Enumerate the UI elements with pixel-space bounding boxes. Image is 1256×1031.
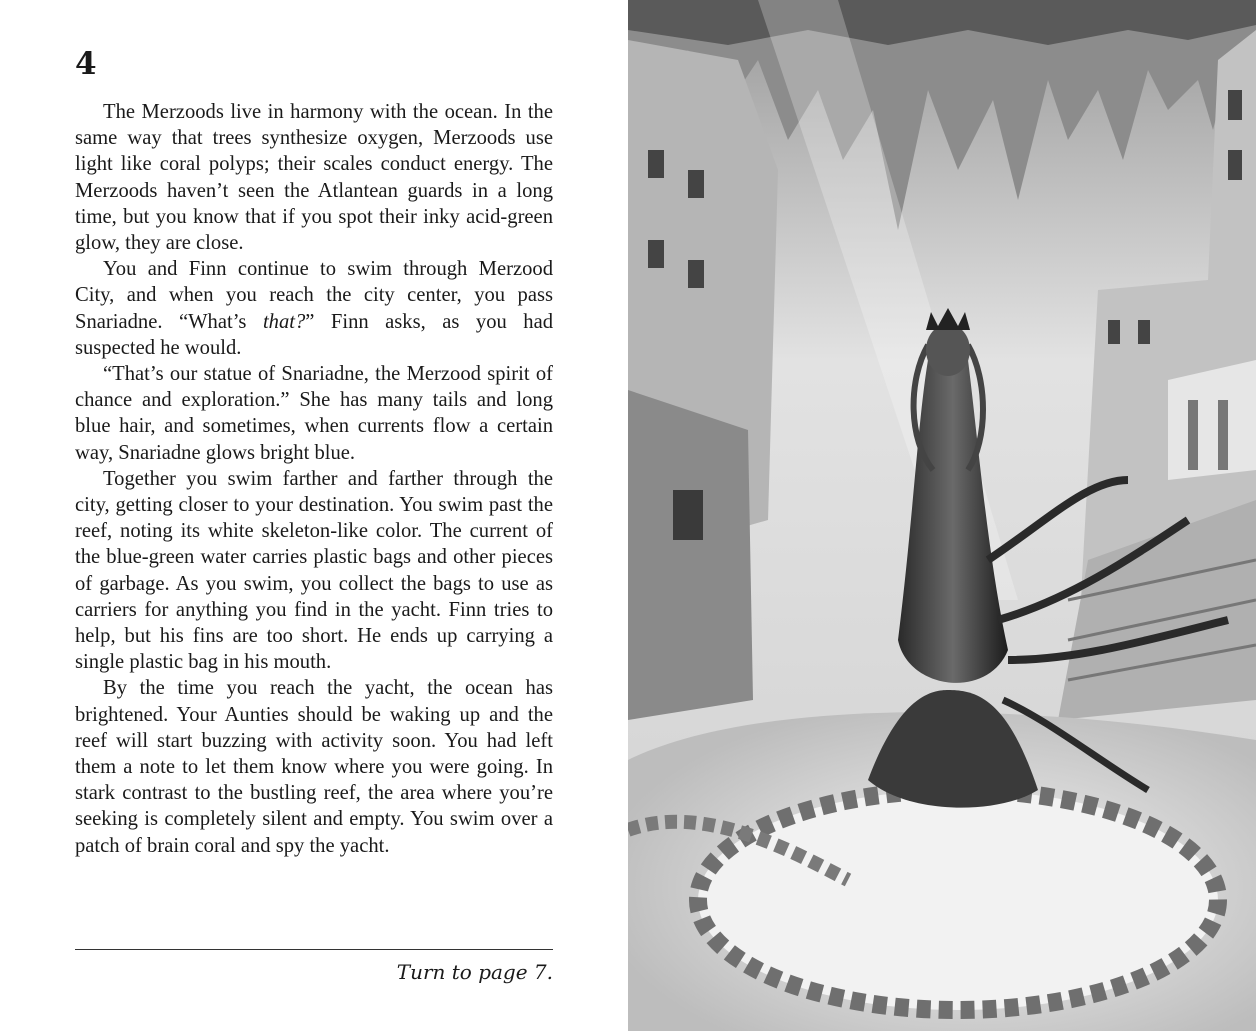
paragraph-2-before: You and Finn continue to swim through Merzood City, and when you reach the city center, you pass Snariadne. “What’s	[75, 258, 553, 333]
paragraph-2-emphasis: that?	[262, 310, 306, 333]
footer-rule	[75, 949, 553, 950]
paragraph-2-after: ” Finn asks, as you had suspected he would.	[75, 310, 554, 359]
chapter-number: 4	[75, 46, 97, 82]
illustration-image	[628, 0, 1256, 1031]
paragraph-2	[75, 256, 553, 361]
turn-to-page-link[interactable]: Turn to page 7.	[396, 960, 553, 984]
paragraph-4: Together you swim farther and farther through the city, getting closer to your destination. You swim past the reef, noting its white skeleton-like color. The current of the blue-green water carries plastic bags and other pieces of garbage. As you swim, you collect the bags to use as carriers for anything you find in the yacht. Finn tries to help, but his fins are too short. He ends up carrying a single plastic bag in his mouth.	[75, 467, 553, 674]
statue-illustration	[628, 0, 1256, 1031]
story-text	[75, 99, 553, 859]
paragraph-1: The Merzoods live in harmony with the ocean. In the same way that trees synthesize oxygen, Merzoods use light like coral polyps; their scales conduct energy. The Merzoods haven’t seen the Atlantean guards in a long time, but you know that if you spot their inky acid-green glow, they are close.	[75, 101, 553, 255]
paragraph-3: “That’s our statue of Snariadne, the Merzood spirit of chance and exploration.” She has many tails and long blue hair, and sometimes, when currents flow a certain way, Snariadne glows bright blue.	[75, 363, 553, 464]
paragraph-5: By the time you reach the yacht, the ocean has brightened. Your Aunties should be waking up and the reef will start buzzing with activity soon. You had left them a note to let them know where you were going. In stark contrast to the bustling reef, the area where you’re seeking is completely silent and empty. You swim over a patch of brain coral and spy the yacht.	[75, 677, 553, 857]
